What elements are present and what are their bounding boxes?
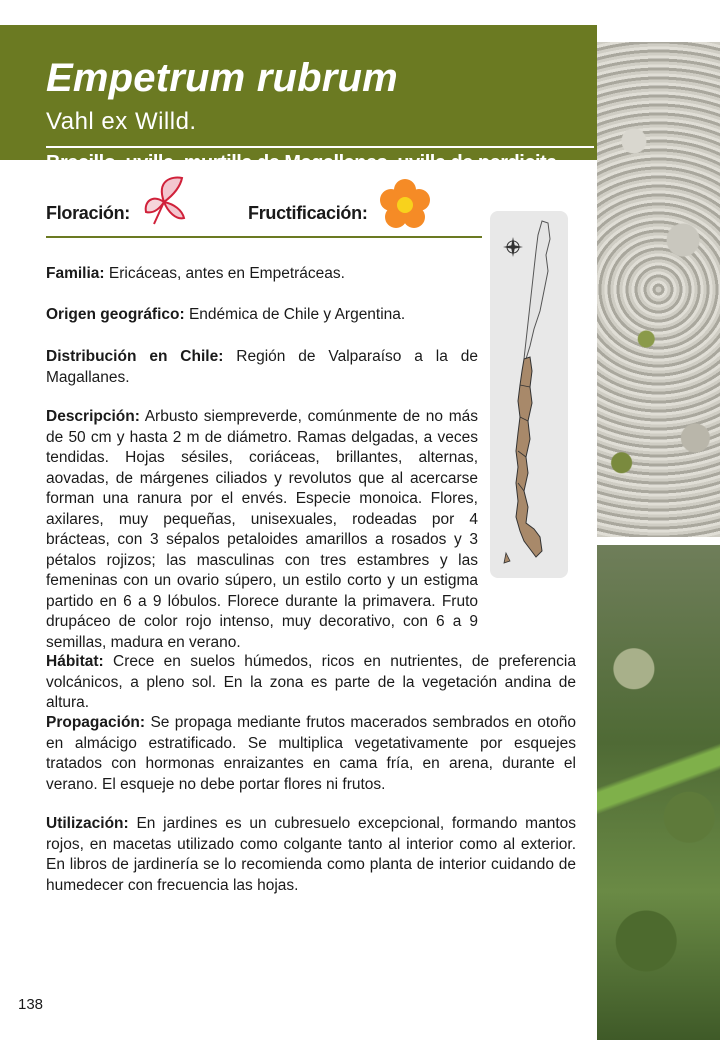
utilizacion-label: Utilización: bbox=[46, 815, 129, 832]
origen-paragraph bbox=[46, 305, 478, 326]
descripcion-paragraph bbox=[46, 407, 478, 653]
origen-label: Origen geográfico: bbox=[46, 306, 185, 323]
common-names: Brecillo, uvilla, murtilla de Magallanes, uvilla de perdicita bbox=[46, 152, 557, 174]
butterfly-icon bbox=[142, 174, 188, 228]
fruiting-label: Fructificación: bbox=[248, 203, 368, 223]
chile-map-icon bbox=[490, 211, 568, 578]
habit-photo bbox=[597, 42, 720, 537]
utilizacion-text: En jardines es un cubresuelo excepcional, formando mantos rojos, en macetas utilizado como colgante tanto al interior como al exterior. En libros de jardinería se lo recomienda como planta de interior cuidando de humedecer con frecuencia las hojas. bbox=[46, 815, 576, 894]
phenology-divider bbox=[46, 236, 482, 238]
species-title: Empetrum rubrum bbox=[46, 56, 398, 100]
flowering-label: Floración: bbox=[46, 203, 131, 223]
closeup-photo bbox=[597, 545, 720, 1040]
header-divider bbox=[46, 146, 594, 148]
utilizacion-paragraph bbox=[46, 814, 576, 896]
habitat-paragraph bbox=[46, 652, 576, 714]
familia-text: Ericáceas, antes en Empetráceas. bbox=[104, 265, 345, 282]
propagacion-text: Se propaga mediante frutos macerados sembrados en otoño en almácigo estratificado. Se multiplica vegetativamente por esquejes tratados con hormonas enraizantes en cama fría, en arena, durante el verano. El esqueje no debe portar flores ni frutos. bbox=[46, 714, 576, 793]
propagacion-label: Propagación: bbox=[46, 714, 146, 731]
compass-icon bbox=[503, 237, 523, 257]
distribucion-label: Distribución en Chile: bbox=[46, 348, 224, 365]
familia-paragraph bbox=[46, 264, 478, 285]
species-header bbox=[0, 25, 597, 174]
photo-column bbox=[597, 42, 720, 1040]
flower-icon bbox=[378, 178, 432, 232]
habitat-text: Crece en suelos húmedos, ricos en nutrientes, de preferencia volcánicos, a pleno sol. En la zona es parte de la vegetación andina de altura. bbox=[46, 653, 576, 711]
distribucion-paragraph bbox=[46, 347, 478, 388]
descripcion-label: Descripción: bbox=[46, 408, 140, 425]
distribucion-text: Región de Valparaíso a la de Magallanes. bbox=[46, 348, 478, 386]
photo-divider bbox=[597, 537, 720, 545]
descripcion-text: Arbusto siempreverde, comúnmente de no más de 50 cm y hasta 2 m de diámetro. Ramas delgadas, a veces tendidas. Hojas sésiles, coriáceas, brillantes, alternas, aovadas, de márgenes ciliados y revolutos que al acercarse forman una ranura por el envés. Especie monoica. Flores, axilares, muy pequeñas, unisexuales, rodeadas por 4 brácteas, con 3 sépalos petaloides amarillos a rosados y 3 pétalos rojizos; las masculinas con tres estambres y las femeninas con un ovario súpero, un estilo corto y un estigma partido en 6 a 9 lóbulos. Florece durante la primavera. Fruto drupáceo de color rojo intenso, muy decorativo, con 6 a 9 semillas, madura en verano. bbox=[46, 408, 478, 651]
origen-text: Endémica de Chile y Argentina. bbox=[184, 306, 406, 323]
page-number: 138 bbox=[18, 996, 44, 1013]
habitat-label: Hábitat: bbox=[46, 653, 104, 670]
familia-label: Familia: bbox=[46, 265, 105, 282]
species-author: Vahl ex Willd. bbox=[46, 108, 197, 135]
distribution-map bbox=[490, 211, 568, 578]
phenology-row bbox=[46, 170, 486, 238]
propagacion-paragraph bbox=[46, 713, 576, 795]
